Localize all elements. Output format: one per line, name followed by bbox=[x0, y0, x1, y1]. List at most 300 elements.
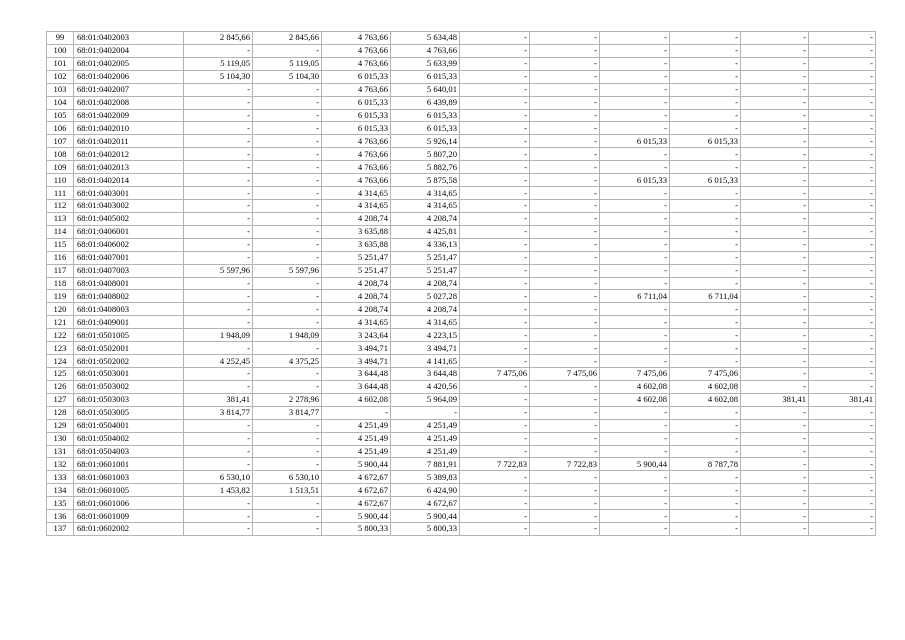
value-cell-5: - bbox=[460, 96, 530, 109]
value-cell-1: - bbox=[184, 225, 253, 238]
value-cell-7: - bbox=[600, 122, 670, 135]
row-number: 137 bbox=[47, 523, 74, 536]
table-row bbox=[47, 174, 876, 187]
value-cell-2: - bbox=[253, 238, 322, 251]
value-cell-5: - bbox=[460, 70, 530, 83]
value-cell-3: - bbox=[322, 406, 391, 419]
value-cell-9: - bbox=[741, 251, 809, 264]
table-row bbox=[47, 212, 876, 225]
value-cell-6: - bbox=[530, 161, 600, 174]
value-cell-9: - bbox=[741, 432, 809, 445]
table-row bbox=[47, 70, 876, 83]
value-cell-4: 5 640,01 bbox=[391, 83, 460, 96]
value-cell-1: - bbox=[184, 523, 253, 536]
value-cell-7: - bbox=[600, 303, 670, 316]
value-cell-1: - bbox=[184, 212, 253, 225]
row-number: 100 bbox=[47, 44, 74, 57]
value-cell-1: 5 597,96 bbox=[184, 264, 253, 277]
value-cell-5: - bbox=[460, 342, 530, 355]
value-cell-4: 4 420,56 bbox=[391, 380, 460, 393]
value-cell-10: - bbox=[809, 316, 876, 329]
value-cell-5: - bbox=[460, 44, 530, 57]
value-cell-3: 4 314,65 bbox=[322, 187, 391, 200]
value-cell-8: - bbox=[670, 406, 741, 419]
value-cell-5: - bbox=[460, 238, 530, 251]
value-cell-9: - bbox=[741, 161, 809, 174]
value-cell-1: - bbox=[184, 174, 253, 187]
value-cell-1: - bbox=[184, 497, 253, 510]
value-cell-9: - bbox=[741, 225, 809, 238]
value-cell-10: - bbox=[809, 264, 876, 277]
cadastral-number: 68:01:0406001 bbox=[74, 225, 184, 238]
row-number: 121 bbox=[47, 316, 74, 329]
table-row bbox=[47, 161, 876, 174]
value-cell-1: 1 948,09 bbox=[184, 329, 253, 342]
value-cell-9: - bbox=[741, 83, 809, 96]
value-cell-9: - bbox=[741, 329, 809, 342]
value-cell-3: 3 635,88 bbox=[322, 238, 391, 251]
value-cell-7: - bbox=[600, 316, 670, 329]
value-cell-2: 5 104,30 bbox=[253, 70, 322, 83]
value-cell-9: - bbox=[741, 380, 809, 393]
value-cell-8: - bbox=[670, 122, 741, 135]
value-cell-8: - bbox=[670, 148, 741, 161]
value-cell-3: 4 314,65 bbox=[322, 199, 391, 212]
value-cell-5: - bbox=[460, 161, 530, 174]
value-cell-10: - bbox=[809, 406, 876, 419]
value-cell-6: - bbox=[530, 523, 600, 536]
cadastral-number: 68:01:0408003 bbox=[74, 303, 184, 316]
cadastral-number: 68:01:0501005 bbox=[74, 329, 184, 342]
value-cell-3: 4 763,66 bbox=[322, 174, 391, 187]
value-cell-3: 6 015,33 bbox=[322, 109, 391, 122]
value-cell-7: - bbox=[600, 277, 670, 290]
value-cell-1: 5 104,30 bbox=[184, 70, 253, 83]
value-cell-7: - bbox=[600, 523, 670, 536]
value-cell-5: - bbox=[460, 445, 530, 458]
value-cell-2: - bbox=[253, 458, 322, 471]
cadastral-number: 68:01:0503002 bbox=[74, 380, 184, 393]
row-number: 124 bbox=[47, 355, 74, 368]
value-cell-7: - bbox=[600, 342, 670, 355]
value-cell-6: - bbox=[530, 44, 600, 57]
table-row bbox=[47, 96, 876, 109]
value-cell-10: - bbox=[809, 161, 876, 174]
row-number: 128 bbox=[47, 406, 74, 419]
value-cell-5: 7 475,06 bbox=[460, 367, 530, 380]
value-cell-3: 4 763,66 bbox=[322, 135, 391, 148]
value-cell-1: - bbox=[184, 96, 253, 109]
value-cell-8: - bbox=[670, 251, 741, 264]
table-row bbox=[47, 122, 876, 135]
value-cell-1: - bbox=[184, 161, 253, 174]
table-row bbox=[47, 83, 876, 96]
value-cell-5: - bbox=[460, 225, 530, 238]
value-cell-10: - bbox=[809, 96, 876, 109]
value-cell-9: - bbox=[741, 497, 809, 510]
value-cell-5: - bbox=[460, 355, 530, 368]
value-cell-7: 6 711,04 bbox=[600, 290, 670, 303]
value-cell-4: 4 672,67 bbox=[391, 497, 460, 510]
value-cell-10: - bbox=[809, 225, 876, 238]
value-cell-1: - bbox=[184, 432, 253, 445]
value-cell-6: - bbox=[530, 57, 600, 70]
value-cell-4: 5 800,33 bbox=[391, 523, 460, 536]
value-cell-1: - bbox=[184, 187, 253, 200]
row-number: 103 bbox=[47, 83, 74, 96]
value-cell-5: - bbox=[460, 212, 530, 225]
value-cell-8: - bbox=[670, 187, 741, 200]
value-cell-8: - bbox=[670, 44, 741, 57]
cadastral-number: 68:01:0405002 bbox=[74, 212, 184, 225]
row-number: 107 bbox=[47, 135, 74, 148]
value-cell-6: - bbox=[530, 238, 600, 251]
value-cell-7: - bbox=[600, 109, 670, 122]
cadastral-number: 68:01:0402005 bbox=[74, 57, 184, 70]
value-cell-7: - bbox=[600, 199, 670, 212]
value-cell-3: 4 314,65 bbox=[322, 316, 391, 329]
row-number: 129 bbox=[47, 419, 74, 432]
row-number: 99 bbox=[47, 32, 74, 45]
value-cell-2: - bbox=[253, 251, 322, 264]
table-row bbox=[47, 497, 876, 510]
cadastral-number: 68:01:0502002 bbox=[74, 355, 184, 368]
value-cell-2: - bbox=[253, 83, 322, 96]
cadastral-number: 68:01:0408002 bbox=[74, 290, 184, 303]
value-cell-1: - bbox=[184, 148, 253, 161]
value-cell-6: - bbox=[530, 251, 600, 264]
value-cell-1: - bbox=[184, 445, 253, 458]
value-cell-3: 4 763,66 bbox=[322, 161, 391, 174]
value-cell-1: - bbox=[184, 199, 253, 212]
value-cell-9: - bbox=[741, 122, 809, 135]
row-number: 102 bbox=[47, 70, 74, 83]
table-row bbox=[47, 458, 876, 471]
value-cell-3: 4 208,74 bbox=[322, 277, 391, 290]
row-number: 106 bbox=[47, 122, 74, 135]
row-number: 110 bbox=[47, 174, 74, 187]
value-cell-10: - bbox=[809, 342, 876, 355]
value-cell-7: - bbox=[600, 419, 670, 432]
value-cell-8: - bbox=[670, 471, 741, 484]
value-cell-1: - bbox=[184, 316, 253, 329]
value-cell-6: - bbox=[530, 212, 600, 225]
cadastral-number: 68:01:0407001 bbox=[74, 251, 184, 264]
value-cell-4: 5 251,47 bbox=[391, 264, 460, 277]
value-cell-4: 4 314,65 bbox=[391, 199, 460, 212]
value-cell-2: 5 597,96 bbox=[253, 264, 322, 277]
value-cell-2: - bbox=[253, 161, 322, 174]
table-row bbox=[47, 303, 876, 316]
value-cell-4: 4 208,74 bbox=[391, 277, 460, 290]
value-cell-8: - bbox=[670, 225, 741, 238]
value-cell-1: - bbox=[184, 458, 253, 471]
value-cell-10: - bbox=[809, 458, 876, 471]
row-number: 118 bbox=[47, 277, 74, 290]
cadastral-number: 68:01:0402007 bbox=[74, 83, 184, 96]
value-cell-1: - bbox=[184, 44, 253, 57]
table-row bbox=[47, 57, 876, 70]
value-cell-2: 2 278,96 bbox=[253, 393, 322, 406]
value-cell-8: - bbox=[670, 161, 741, 174]
value-cell-4: 4 251,49 bbox=[391, 445, 460, 458]
value-cell-10: - bbox=[809, 497, 876, 510]
value-cell-2: - bbox=[253, 96, 322, 109]
value-cell-6: - bbox=[530, 199, 600, 212]
value-cell-10: - bbox=[809, 32, 876, 45]
value-cell-7: 4 602,08 bbox=[600, 380, 670, 393]
value-cell-1: - bbox=[184, 109, 253, 122]
cadastral-number: 68:01:0402012 bbox=[74, 148, 184, 161]
value-cell-3: 4 763,66 bbox=[322, 57, 391, 70]
value-cell-1: - bbox=[184, 342, 253, 355]
row-number: 132 bbox=[47, 458, 74, 471]
row-number: 114 bbox=[47, 225, 74, 238]
value-cell-8: - bbox=[670, 432, 741, 445]
value-cell-9: - bbox=[741, 445, 809, 458]
cadastral-number: 68:01:0402014 bbox=[74, 174, 184, 187]
value-cell-10: - bbox=[809, 238, 876, 251]
value-cell-5: - bbox=[460, 57, 530, 70]
value-cell-9: - bbox=[741, 510, 809, 523]
value-cell-7: - bbox=[600, 251, 670, 264]
value-cell-4: 6 439,89 bbox=[391, 96, 460, 109]
cadastral-number: 68:01:0503005 bbox=[74, 406, 184, 419]
value-cell-9: - bbox=[741, 187, 809, 200]
value-cell-2: - bbox=[253, 523, 322, 536]
value-cell-7: - bbox=[600, 57, 670, 70]
value-cell-4: 6 015,33 bbox=[391, 70, 460, 83]
table-body bbox=[47, 32, 876, 536]
value-cell-8: - bbox=[670, 32, 741, 45]
value-cell-6: - bbox=[530, 135, 600, 148]
value-cell-6: - bbox=[530, 174, 600, 187]
value-cell-5: 7 722,83 bbox=[460, 458, 530, 471]
value-cell-4: 4 763,66 bbox=[391, 44, 460, 57]
value-cell-7: - bbox=[600, 510, 670, 523]
value-cell-7: - bbox=[600, 187, 670, 200]
value-cell-10: - bbox=[809, 432, 876, 445]
value-cell-1: - bbox=[184, 122, 253, 135]
value-cell-9: - bbox=[741, 367, 809, 380]
cadastral-number: 68:01:0406002 bbox=[74, 238, 184, 251]
table-row bbox=[47, 355, 876, 368]
value-cell-4: 7 881,91 bbox=[391, 458, 460, 471]
row-number: 109 bbox=[47, 161, 74, 174]
value-cell-5: - bbox=[460, 187, 530, 200]
value-cell-5: - bbox=[460, 380, 530, 393]
value-cell-7: - bbox=[600, 32, 670, 45]
cadastral-number: 68:01:0602002 bbox=[74, 523, 184, 536]
value-cell-5: - bbox=[460, 290, 530, 303]
value-cell-2: - bbox=[253, 212, 322, 225]
value-cell-8: - bbox=[670, 277, 741, 290]
value-cell-8: 8 787,78 bbox=[670, 458, 741, 471]
row-number: 120 bbox=[47, 303, 74, 316]
value-cell-4: 4 314,65 bbox=[391, 187, 460, 200]
value-cell-7: - bbox=[600, 355, 670, 368]
table-row bbox=[47, 238, 876, 251]
table-row bbox=[47, 187, 876, 200]
value-cell-4: 4 208,74 bbox=[391, 212, 460, 225]
value-cell-1: 1 453,82 bbox=[184, 484, 253, 497]
value-cell-1: - bbox=[184, 510, 253, 523]
table-row bbox=[47, 290, 876, 303]
value-cell-6: - bbox=[530, 432, 600, 445]
value-cell-6: - bbox=[530, 484, 600, 497]
value-cell-2: 5 119,05 bbox=[253, 57, 322, 70]
table-row bbox=[47, 251, 876, 264]
value-cell-7: - bbox=[600, 471, 670, 484]
value-cell-8: - bbox=[670, 83, 741, 96]
value-cell-4: 4 251,49 bbox=[391, 432, 460, 445]
value-cell-4: 3 644,48 bbox=[391, 367, 460, 380]
value-cell-6: - bbox=[530, 380, 600, 393]
cadastral-number: 68:01:0601005 bbox=[74, 484, 184, 497]
value-cell-6: - bbox=[530, 148, 600, 161]
value-cell-4: 4 208,74 bbox=[391, 303, 460, 316]
value-cell-10: - bbox=[809, 251, 876, 264]
value-cell-8: 6 711,04 bbox=[670, 290, 741, 303]
value-cell-8: - bbox=[670, 303, 741, 316]
cadastral-number: 68:01:0402003 bbox=[74, 32, 184, 45]
value-cell-2: - bbox=[253, 367, 322, 380]
value-cell-1: - bbox=[184, 251, 253, 264]
value-cell-4: 4 336,13 bbox=[391, 238, 460, 251]
value-cell-3: 4 208,74 bbox=[322, 303, 391, 316]
value-cell-9: - bbox=[741, 238, 809, 251]
value-cell-7: - bbox=[600, 225, 670, 238]
value-cell-8: - bbox=[670, 212, 741, 225]
value-cell-6: - bbox=[530, 96, 600, 109]
value-cell-6: - bbox=[530, 277, 600, 290]
value-cell-6: 7 722,83 bbox=[530, 458, 600, 471]
row-number: 135 bbox=[47, 497, 74, 510]
value-cell-10: - bbox=[809, 445, 876, 458]
value-cell-2: 1 513,51 bbox=[253, 484, 322, 497]
value-cell-6: - bbox=[530, 109, 600, 122]
value-cell-3: 4 672,67 bbox=[322, 471, 391, 484]
value-cell-8: 7 475,06 bbox=[670, 367, 741, 380]
value-cell-7: - bbox=[600, 161, 670, 174]
row-number: 108 bbox=[47, 148, 74, 161]
value-cell-6: - bbox=[530, 70, 600, 83]
table-row bbox=[47, 32, 876, 45]
value-cell-4: 4 251,49 bbox=[391, 419, 460, 432]
row-number: 126 bbox=[47, 380, 74, 393]
value-cell-8: - bbox=[670, 510, 741, 523]
value-cell-2: - bbox=[253, 277, 322, 290]
value-cell-8: 4 602,08 bbox=[670, 393, 741, 406]
value-cell-7: - bbox=[600, 44, 670, 57]
cadastral-number: 68:01:0408001 bbox=[74, 277, 184, 290]
value-cell-9: - bbox=[741, 303, 809, 316]
value-cell-2: - bbox=[253, 109, 322, 122]
value-cell-2: - bbox=[253, 316, 322, 329]
value-cell-3: 4 672,67 bbox=[322, 484, 391, 497]
value-cell-10: - bbox=[809, 83, 876, 96]
value-cell-4: 5 882,76 bbox=[391, 161, 460, 174]
value-cell-9: - bbox=[741, 458, 809, 471]
value-cell-2: 1 948,09 bbox=[253, 329, 322, 342]
row-number: 116 bbox=[47, 251, 74, 264]
value-cell-4: 6 015,33 bbox=[391, 109, 460, 122]
row-number: 105 bbox=[47, 109, 74, 122]
cadastral-number: 68:01:0601003 bbox=[74, 471, 184, 484]
value-cell-5: - bbox=[460, 83, 530, 96]
value-cell-9: - bbox=[741, 316, 809, 329]
value-cell-1: - bbox=[184, 367, 253, 380]
value-cell-3: 5 251,47 bbox=[322, 264, 391, 277]
value-cell-4: 4 141,65 bbox=[391, 355, 460, 368]
row-number: 112 bbox=[47, 199, 74, 212]
value-cell-10: - bbox=[809, 523, 876, 536]
value-cell-8: - bbox=[670, 329, 741, 342]
value-cell-3: 4 208,74 bbox=[322, 212, 391, 225]
cadastral-number: 68:01:0402013 bbox=[74, 161, 184, 174]
value-cell-1: - bbox=[184, 419, 253, 432]
cadastral-number: 68:01:0503003 bbox=[74, 393, 184, 406]
value-cell-9: - bbox=[741, 355, 809, 368]
value-cell-9: - bbox=[741, 96, 809, 109]
value-cell-2: - bbox=[253, 148, 322, 161]
value-cell-8: - bbox=[670, 342, 741, 355]
value-cell-10: - bbox=[809, 187, 876, 200]
row-number: 130 bbox=[47, 432, 74, 445]
value-cell-10: - bbox=[809, 510, 876, 523]
value-cell-5: - bbox=[460, 264, 530, 277]
value-cell-2: 2 845,66 bbox=[253, 32, 322, 45]
value-cell-3: 4 672,67 bbox=[322, 497, 391, 510]
cadastral-number: 68:01:0504003 bbox=[74, 445, 184, 458]
value-cell-3: 4 251,49 bbox=[322, 445, 391, 458]
value-cell-8: - bbox=[670, 96, 741, 109]
value-cell-6: - bbox=[530, 510, 600, 523]
table-row bbox=[47, 393, 876, 406]
value-cell-9: - bbox=[741, 264, 809, 277]
value-cell-3: 3 494,71 bbox=[322, 342, 391, 355]
cadastral-number: 68:01:0503001 bbox=[74, 367, 184, 380]
value-cell-3: 6 015,33 bbox=[322, 122, 391, 135]
value-cell-6: - bbox=[530, 316, 600, 329]
cadastral-number: 68:01:0403002 bbox=[74, 199, 184, 212]
value-cell-9: - bbox=[741, 277, 809, 290]
value-cell-4: 5 634,48 bbox=[391, 32, 460, 45]
table-row bbox=[47, 510, 876, 523]
cadastral-number: 68:01:0504001 bbox=[74, 419, 184, 432]
value-cell-9: - bbox=[741, 290, 809, 303]
value-cell-9: - bbox=[741, 342, 809, 355]
value-cell-4: 5 875,58 bbox=[391, 174, 460, 187]
value-cell-8: - bbox=[670, 238, 741, 251]
value-cell-5: - bbox=[460, 393, 530, 406]
table-row bbox=[47, 44, 876, 57]
value-cell-5: - bbox=[460, 122, 530, 135]
value-cell-3: 3 635,88 bbox=[322, 225, 391, 238]
value-cell-7: - bbox=[600, 432, 670, 445]
value-cell-6: - bbox=[530, 83, 600, 96]
row-number: 134 bbox=[47, 484, 74, 497]
value-cell-10: - bbox=[809, 380, 876, 393]
value-cell-1: 5 119,05 bbox=[184, 57, 253, 70]
value-cell-2: 4 375,25 bbox=[253, 355, 322, 368]
value-cell-8: - bbox=[670, 316, 741, 329]
value-cell-5: - bbox=[460, 329, 530, 342]
value-cell-4: 5 251,47 bbox=[391, 251, 460, 264]
value-cell-8: 6 015,33 bbox=[670, 135, 741, 148]
value-cell-9: - bbox=[741, 174, 809, 187]
value-cell-6: - bbox=[530, 471, 600, 484]
